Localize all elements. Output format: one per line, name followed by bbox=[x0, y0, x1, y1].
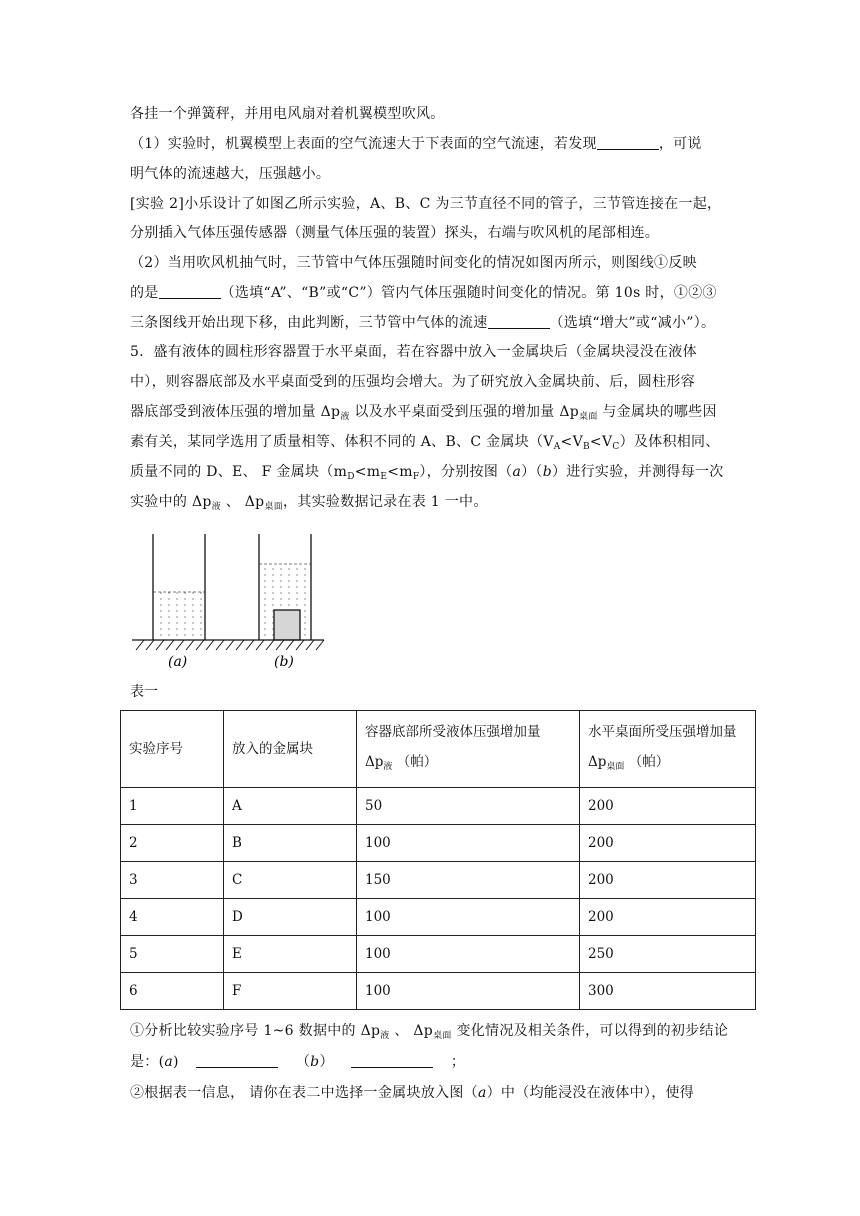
beaker-b bbox=[259, 534, 311, 640]
data-table bbox=[120, 710, 756, 1010]
header-cell bbox=[580, 711, 756, 788]
answer-blank[interactable] bbox=[159, 284, 221, 299]
text: ），分别按图（ bbox=[419, 464, 513, 480]
text: <V bbox=[560, 434, 583, 450]
cell-block: F bbox=[224, 973, 357, 1010]
text: Δp bbox=[588, 753, 607, 770]
text: 明气体的流速越大，压强越小。 bbox=[130, 166, 331, 182]
table-row bbox=[121, 936, 756, 973]
text: ）中（均能浸没在液体中），使得 bbox=[486, 1085, 695, 1101]
table-caption: 表一 bbox=[130, 684, 158, 700]
text: 三条图线开始出现下移，由此判断，三节管中气体的流速 bbox=[130, 315, 488, 331]
header-text: 水平桌面所受压强增加量 bbox=[588, 723, 737, 740]
cell-block: A bbox=[224, 788, 357, 825]
header-symbol bbox=[365, 747, 571, 782]
text: 变化情况及相关条件，可以得到的初步结论 bbox=[451, 1023, 729, 1039]
question-1-line bbox=[130, 134, 740, 154]
header-cell bbox=[224, 711, 357, 788]
paragraph-line bbox=[130, 432, 740, 457]
subscript: 液 bbox=[383, 761, 393, 772]
subscript: 桌面 bbox=[606, 761, 625, 772]
cell-dp-table: 200 bbox=[580, 899, 756, 936]
text: 实验中的 Δp bbox=[130, 494, 212, 510]
answer-blank[interactable] bbox=[488, 314, 550, 329]
table-row bbox=[121, 825, 756, 862]
table-row bbox=[121, 973, 756, 1010]
answer-blank-b[interactable] bbox=[351, 1053, 433, 1068]
header-symbol bbox=[588, 747, 747, 782]
cell-no: 4 bbox=[121, 899, 224, 936]
subscript: 桌面 bbox=[579, 412, 598, 422]
figure-label-a: (a) bbox=[168, 654, 188, 670]
subscript: F bbox=[412, 472, 420, 482]
cell-no: 5 bbox=[121, 936, 224, 973]
text: ②根据表一信息， 请你在表二中选择一金属块放入图（ bbox=[130, 1085, 478, 1101]
text: 的是 bbox=[130, 285, 159, 301]
answer-blank[interactable] bbox=[597, 135, 659, 150]
table-row bbox=[121, 862, 756, 899]
metal-block bbox=[274, 610, 300, 640]
text: ①分析比较实验序号 1~6 数据中的 Δp bbox=[130, 1023, 381, 1039]
paragraph-line bbox=[130, 372, 740, 392]
cell-dp-table: 200 bbox=[580, 788, 756, 825]
cell-no: 3 bbox=[121, 862, 224, 899]
paragraph-line bbox=[130, 223, 740, 243]
paragraph-line bbox=[130, 194, 740, 214]
cell-no: 2 bbox=[121, 825, 224, 862]
followup-line bbox=[130, 1083, 740, 1103]
paragraph-line bbox=[130, 164, 740, 184]
header-text: 实验序号 bbox=[129, 741, 183, 757]
text: 素有关，某同学选用了质量相等、体积不同的 A、B、C 金属块（V bbox=[130, 434, 554, 450]
text: 5．盛有液体的圆柱形容器置于水平桌面，若在容器中放入一金属块后（金属块浸没在液体 bbox=[130, 344, 697, 360]
paragraph-line bbox=[130, 104, 740, 124]
header-text: 容器底部所受液体压强增加量 bbox=[365, 723, 541, 740]
text: 、 Δp bbox=[220, 494, 265, 510]
cell-dp-table: 200 bbox=[580, 825, 756, 862]
text: <m bbox=[354, 464, 381, 480]
text: （帕） bbox=[396, 753, 438, 770]
text: ，其实验数据记录在表 1 一中。 bbox=[283, 494, 488, 510]
text: <m bbox=[387, 464, 413, 480]
text: a bbox=[164, 1054, 174, 1070]
cell-dp-liquid: 100 bbox=[357, 973, 580, 1010]
cell-dp-liquid: 100 bbox=[357, 936, 580, 973]
followup-line bbox=[130, 1052, 740, 1072]
cell-dp-liquid: 100 bbox=[357, 899, 580, 936]
subscript: C bbox=[612, 442, 620, 452]
question-2-line bbox=[130, 283, 740, 303]
subscript: 液 bbox=[380, 1031, 390, 1041]
text: ，可说 bbox=[658, 136, 702, 152]
text: b bbox=[310, 1054, 320, 1070]
text: 质量不同的 D、E、 F 金属块（m bbox=[130, 464, 348, 480]
followup-line bbox=[130, 1021, 740, 1046]
text: 、 Δp bbox=[389, 1023, 434, 1039]
cell-dp-liquid: 50 bbox=[357, 788, 580, 825]
header-cell bbox=[121, 711, 224, 788]
text: b bbox=[542, 464, 552, 480]
subscript: 液 bbox=[340, 412, 350, 422]
text: （ bbox=[295, 1054, 311, 1070]
text: 中），则容器底部及水平桌面受到的压强均会增大。为了研究放入金属块前、后，圆柱形容 bbox=[130, 374, 695, 390]
text: a bbox=[477, 1085, 487, 1101]
text: ）（ bbox=[521, 464, 543, 480]
text: （选填“A”、“B”或“C”）管内气体压强随时间变化的情况。第 10s 时，①②③ bbox=[220, 285, 717, 301]
subscript: D bbox=[347, 472, 355, 482]
subscript: B bbox=[583, 442, 590, 452]
subscript: E bbox=[380, 472, 388, 482]
liquid-a bbox=[154, 592, 204, 640]
subscript: 桌面 bbox=[433, 1031, 452, 1041]
text: ) bbox=[173, 1054, 179, 1070]
cell-dp-table: 250 bbox=[580, 936, 756, 973]
cell-block: C bbox=[224, 862, 357, 899]
cell-dp-table: 300 bbox=[580, 973, 756, 1010]
text: ）进行实验，并测得每一次 bbox=[552, 464, 724, 480]
text: a bbox=[512, 464, 522, 480]
cell-dp-liquid: 100 bbox=[357, 825, 580, 862]
text: 分别插入气体压强传感器（测量气体压强的装置）探头，右端与吹风机的尾部相连。 bbox=[130, 225, 660, 241]
question-2-line bbox=[130, 313, 740, 333]
header-cell bbox=[357, 711, 580, 788]
paragraph-line bbox=[130, 342, 740, 362]
header-text: 放入的金属块 bbox=[232, 741, 313, 757]
table-header-row bbox=[121, 711, 756, 788]
cell-block: D bbox=[224, 899, 357, 936]
cell-block: B bbox=[224, 825, 357, 862]
text: （2）当用吹风机抽气时，三节管中气体压强随时间变化的情况如图丙所示，则图线①反映 bbox=[130, 255, 697, 271]
text: （1）实验时，机翼模型上表面的空气流速大于下表面的空气流速，若发现 bbox=[130, 136, 597, 152]
paragraph-line bbox=[130, 402, 740, 427]
text: 是：( bbox=[130, 1054, 165, 1070]
table-surface bbox=[132, 640, 324, 650]
text: ） bbox=[319, 1054, 334, 1070]
cell-no: 1 bbox=[121, 788, 224, 825]
cell-block: E bbox=[224, 936, 357, 973]
answer-blank-a[interactable] bbox=[196, 1053, 278, 1068]
beaker-figure bbox=[128, 530, 328, 680]
text: （帕） bbox=[628, 753, 670, 770]
subscript: A bbox=[553, 442, 561, 452]
subscript: 液 bbox=[211, 502, 221, 512]
table-row bbox=[121, 899, 756, 936]
text: 以及水平桌面受到压强的增加量 Δp bbox=[349, 404, 580, 420]
table-row bbox=[121, 788, 756, 825]
subscript: 桌面 bbox=[264, 502, 284, 512]
text: （选填“增大”或“减小”）。 bbox=[549, 315, 716, 331]
paragraph-line bbox=[130, 492, 740, 517]
cell-dp-liquid: 150 bbox=[357, 862, 580, 899]
text: 各挂一个弹簧秤，并用电风扇对着机翼模型吹风。 bbox=[130, 106, 445, 122]
text: [实验 2]小乐设计了如图乙所示实验，A、B、C 为三节直径不同的管子，三节管连接在一起， bbox=[130, 196, 722, 212]
text: ）及体积相同、 bbox=[619, 434, 720, 450]
text: Δp bbox=[365, 753, 384, 770]
cell-no: 6 bbox=[121, 973, 224, 1010]
beaker-a bbox=[153, 534, 205, 640]
text: ； bbox=[450, 1054, 466, 1070]
paragraph-line bbox=[130, 462, 740, 487]
question-2-line bbox=[130, 253, 740, 273]
cell-dp-table: 200 bbox=[580, 862, 756, 899]
text: <V bbox=[589, 434, 613, 450]
text: 器底部受到液体压强的增加量 Δp bbox=[130, 404, 341, 420]
figure-label-b: (b) bbox=[274, 654, 294, 670]
text: 与金属块的哪些因 bbox=[597, 404, 717, 420]
